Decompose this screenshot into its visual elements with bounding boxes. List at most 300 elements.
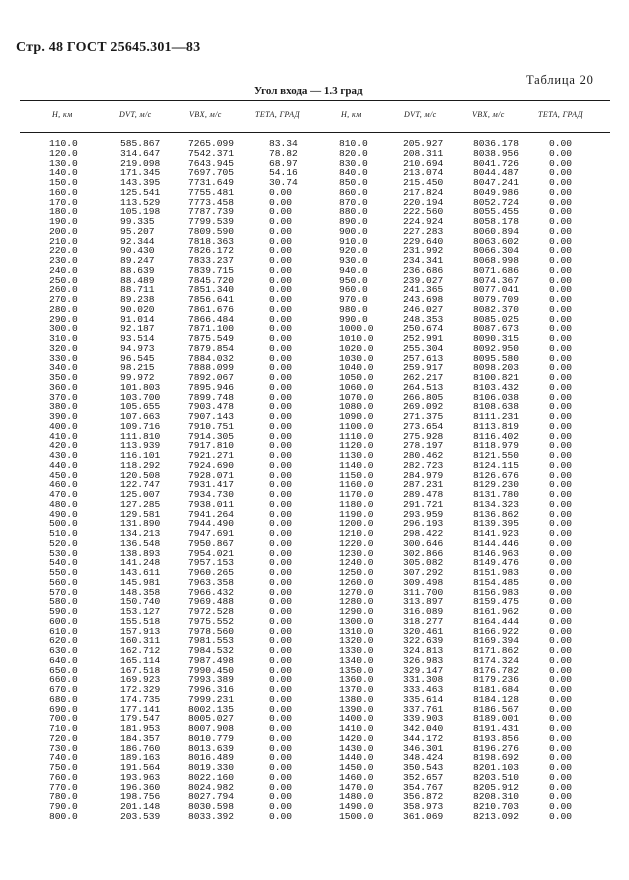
col-dvt-cell: 189.163: [120, 752, 161, 764]
col-teta2-cell: 0.00: [549, 635, 573, 647]
col-dvt-cell: 150.740: [120, 596, 161, 608]
col-h2-cell: 1060.0: [339, 381, 374, 393]
col-header-h: Н, км: [52, 110, 73, 119]
col-h2-cell: 1390.0: [339, 703, 374, 715]
col-dvt2-cell: 213.074: [403, 167, 444, 179]
col-vbx-cell: 7888.099: [188, 362, 235, 374]
col-teta2-cell: 0.00: [549, 157, 573, 169]
col-h2-cell: 1440.0: [339, 752, 374, 764]
col-dvt-cell: 95.207: [120, 225, 155, 237]
col-teta-cell: 0.00: [269, 245, 293, 257]
col-h-cell: 710.0: [49, 723, 78, 734]
col-vbx2-cell: 8136.862: [473, 508, 520, 520]
col-h-cell: 200.0: [49, 225, 78, 237]
col-vbx2-cell: 8201.103: [473, 762, 520, 773]
col-dvt-cell: 157.913: [120, 625, 161, 637]
col-teta-cell: 0.00: [269, 791, 293, 803]
col-h-cell: 150.0: [49, 177, 78, 188]
col-teta2-cell: 0.00: [549, 411, 573, 422]
col-dvt-cell: 585.867: [120, 138, 161, 149]
col-teta2-cell: 0.00: [549, 362, 573, 374]
col-teta-cell: 0.00: [269, 333, 293, 344]
col-vbx-cell: 7871.100: [188, 323, 235, 335]
col-dvt-cell: 160.311: [120, 635, 161, 647]
col-vbx2-cell: 8186.567: [473, 703, 520, 715]
col-h-cell: 520.0: [49, 537, 78, 549]
col-h-cell: 750.0: [49, 762, 78, 773]
col-dvt2-cell: 339.903: [403, 713, 444, 725]
col-h-cell: 790.0: [49, 801, 78, 812]
col-vbx2-cell: 8181.684: [473, 684, 520, 695]
col-teta2-cell: 0.00: [549, 352, 573, 364]
col-teta2-cell: 0.00: [549, 713, 573, 725]
col-vbx2-cell: 8141.923: [473, 528, 520, 539]
col-h-cell: 170.0: [49, 196, 78, 208]
col-vbx-cell: 7957.153: [188, 557, 235, 569]
col-h2-cell: 890.0: [339, 216, 368, 227]
col-teta-cell: 0.00: [269, 255, 293, 266]
col-h2-cell: 1050.0: [339, 372, 374, 383]
col-vbx2-cell: 8090.315: [473, 333, 520, 344]
col-vbx2-cell: 8113.819: [473, 420, 520, 432]
col-teta-cell: 0.00: [269, 274, 293, 286]
col-h2-cell: 1220.0: [339, 537, 374, 549]
col-teta2-cell: 0.00: [549, 313, 573, 325]
col-h2-cell: 1020.0: [339, 342, 374, 354]
col-vbx-cell: 7944.490: [188, 518, 235, 530]
col-dvt2-cell: 264.513: [403, 381, 444, 393]
col-dvt-cell: 193.963: [120, 771, 161, 783]
col-teta2-cell: 0.00: [549, 216, 573, 227]
col-h2-cell: 1110.0: [339, 430, 374, 442]
col-dvt2-cell: 296.193: [403, 518, 444, 530]
col-teta2-cell: 0.00: [549, 693, 573, 705]
col-teta2-cell: 0.00: [549, 645, 573, 656]
col-vbx2-cell: 8063.602: [473, 235, 520, 247]
col-teta-cell: 0.00: [269, 771, 293, 783]
col-dvt2-cell: 217.824: [403, 186, 444, 198]
col-dvt-cell: 105.655: [120, 401, 161, 413]
col-teta2-cell: 0.00: [549, 138, 573, 149]
col-vbx2-cell: 8108.638: [473, 401, 520, 413]
col-dvt-cell: 138.893: [120, 547, 161, 559]
col-vbx2-cell: 8176.782: [473, 664, 520, 676]
col-teta2-cell: 0.00: [549, 771, 573, 783]
col-dvt2-cell: 326.983: [403, 654, 444, 666]
col-teta2-cell: 0.00: [549, 742, 573, 754]
col-vbx2-cell: 8205.912: [473, 781, 520, 793]
col-dvt2-cell: 215.450: [403, 177, 444, 188]
col-teta2-cell: 0.00: [549, 147, 573, 159]
col-vbx2-cell: 8156.983: [473, 586, 520, 598]
col-vbx-cell: 8019.330: [188, 762, 235, 773]
col-dvt-cell: 153.127: [120, 606, 161, 617]
col-vbx2-cell: 8121.550: [473, 450, 520, 461]
col-vbx-cell: 7921.271: [188, 450, 235, 461]
col-dvt-cell: 103.700: [120, 391, 161, 403]
col-teta2-cell: 0.00: [549, 206, 573, 218]
col-h-cell: 140.0: [49, 167, 78, 179]
col-dvt2-cell: 300.646: [403, 537, 444, 549]
col-teta2-cell: 0.00: [549, 372, 573, 383]
col-h-cell: 130.0: [49, 157, 78, 169]
col-teta2-cell: 0.00: [549, 401, 573, 413]
col-vbx-cell: 7799.539: [188, 216, 235, 227]
col-vbx2-cell: 8049.986: [473, 186, 520, 198]
col-h-cell: 800.0: [49, 810, 78, 822]
col-h-cell: 770.0: [49, 781, 78, 793]
col-teta-cell: 0.00: [269, 752, 293, 764]
col-h-cell: 270.0: [49, 294, 78, 305]
col-dvt-cell: 111.810: [120, 430, 161, 442]
col-teta2-cell: 0.00: [549, 264, 573, 276]
col-teta2-cell: 0.00: [549, 430, 573, 442]
col-h2-cell: 1290.0: [339, 606, 374, 617]
col-teta2-cell: 0.00: [549, 615, 573, 627]
col-dvt2-cell: 318.277: [403, 615, 444, 627]
col-teta2-cell: 0.00: [549, 294, 573, 305]
col-h2-cell: 1470.0: [339, 781, 374, 793]
col-dvt-cell: 93.514: [120, 333, 155, 344]
col-teta2-cell: 0.00: [549, 459, 573, 471]
col-h2-cell: 900.0: [339, 225, 368, 237]
col-teta-cell: 0.00: [269, 313, 293, 325]
col-h-cell: 340.0: [49, 362, 78, 374]
col-teta-cell: 0.00: [269, 459, 293, 471]
col-dvt2-cell: 269.092: [403, 401, 444, 413]
col-teta2-cell: 0.00: [549, 303, 573, 315]
table-top-rule: [20, 100, 610, 101]
col-teta2-cell: 0.00: [549, 274, 573, 286]
col-h-cell: 580.0: [49, 596, 78, 608]
col-teta2-cell: 0.00: [549, 508, 573, 520]
col-h2-cell: 1200.0: [339, 518, 374, 530]
col-vbx-cell: 7993.389: [188, 674, 235, 686]
col-h-cell: 330.0: [49, 352, 78, 364]
col-vbx2-cell: 8077.041: [473, 284, 520, 296]
col-dvt2-cell: 239.027: [403, 274, 444, 286]
col-vbx2-cell: 8210.703: [473, 801, 520, 812]
col-h2-cell: 1190.0: [339, 508, 374, 520]
col-teta2-cell: 0.00: [549, 235, 573, 247]
col-vbx-cell: 7879.854: [188, 342, 235, 354]
col-vbx2-cell: 8066.304: [473, 245, 520, 257]
col-h-cell: 490.0: [49, 508, 78, 520]
col-vbx-cell: 7981.553: [188, 635, 235, 647]
col-teta-cell: 0.00: [269, 576, 293, 588]
col-header-teta: ТЕТА, ГРАД: [255, 110, 300, 119]
col-teta2-cell: 0.00: [549, 684, 573, 695]
col-h2-cell: 1230.0: [339, 547, 374, 559]
col-vbx2-cell: 8134.323: [473, 498, 520, 510]
col-h-cell: 370.0: [49, 391, 78, 403]
col-dvt-cell: 131.890: [120, 518, 161, 530]
col-vbx-cell: 7990.450: [188, 664, 235, 676]
col-dvt-cell: 118.292: [120, 459, 161, 471]
col-h2-cell: 1340.0: [339, 654, 374, 666]
col-h-cell: 320.0: [49, 342, 78, 354]
col-teta-cell: 0.00: [269, 235, 293, 247]
col-teta2-cell: 0.00: [549, 177, 573, 188]
col-vbx2-cell: 8106.038: [473, 391, 520, 403]
col-teta2-cell: 0.00: [549, 186, 573, 198]
col-teta-cell: 0.00: [269, 391, 293, 403]
col-dvt2-cell: 246.027: [403, 303, 444, 315]
col-vbx2-cell: 8068.998: [473, 255, 520, 266]
col-h-cell: 500.0: [49, 518, 78, 530]
col-vbx-cell: 7914.305: [188, 430, 235, 442]
col-h2-cell: 1030.0: [339, 352, 374, 364]
col-dvt2-cell: 224.924: [403, 216, 444, 227]
col-h-cell: 600.0: [49, 615, 78, 627]
col-dvt2-cell: 210.694: [403, 157, 444, 169]
col-teta-cell: 0.00: [269, 615, 293, 627]
col-dvt2-cell: 262.217: [403, 372, 444, 383]
col-dvt-cell: 198.756: [120, 791, 161, 803]
col-vbx2-cell: 8149.476: [473, 557, 520, 569]
col-h-cell: 290.0: [49, 313, 78, 325]
col-vbx-cell: 7941.264: [188, 508, 235, 520]
col-dvt-cell: 169.923: [120, 674, 161, 686]
col-teta-cell: 0.00: [269, 323, 293, 335]
col-h-cell: 300.0: [49, 323, 78, 335]
col-dvt2-cell: 289.478: [403, 489, 444, 500]
col-dvt2-cell: 291.721: [403, 498, 444, 510]
col-dvt2: [403, 139, 443, 822]
col-teta2-cell: 0.00: [549, 450, 573, 461]
col-teta-cell: 0.00: [269, 781, 293, 793]
col-dvt2-cell: 220.194: [403, 196, 444, 208]
col-teta-cell: 0.00: [269, 625, 293, 637]
col-teta-cell: 0.00: [269, 206, 293, 218]
col-h2-cell: 1370.0: [339, 684, 374, 695]
col-h2-cell: 970.0: [339, 294, 368, 305]
col-vbx2-cell: 8126.676: [473, 469, 520, 481]
col-h-cell: 390.0: [49, 411, 78, 422]
col-teta2-cell: 0.00: [549, 528, 573, 539]
col-vbx2-cell: 8085.025: [473, 313, 520, 325]
col-teta2-cell: 0.00: [549, 255, 573, 266]
col-dvt-cell: 196.360: [120, 781, 161, 793]
col-dvt-cell: 125.007: [120, 489, 161, 500]
col-vbx-cell: 7755.481: [188, 186, 235, 198]
col-dvt2-cell: 358.973: [403, 801, 444, 812]
col-dvt2-cell: 252.991: [403, 333, 444, 344]
col-h-cell: 250.0: [49, 274, 78, 286]
col-vbx2-cell: 8071.686: [473, 264, 520, 276]
col-teta-cell: 0.00: [269, 284, 293, 296]
col-header-h2: Н, км: [341, 110, 362, 119]
col-h2-cell: 1150.0: [339, 469, 374, 481]
col-teta2-cell: 0.00: [549, 654, 573, 666]
col-dvt2-cell: 307.292: [403, 567, 444, 578]
col-teta-cell: 0.00: [269, 713, 293, 725]
col-vbx-cell: 7910.751: [188, 420, 235, 432]
col-vbx2-cell: 8074.367: [473, 274, 520, 286]
col-vbx2-cell: 8213.092: [473, 810, 520, 822]
col-teta2-cell: 0.00: [549, 323, 573, 335]
col-h2-cell: 1320.0: [339, 635, 374, 647]
col-dvt-cell: 179.547: [120, 713, 161, 725]
col-teta-cell: 0.00: [269, 430, 293, 442]
col-h2-cell: 1490.0: [339, 801, 374, 812]
col-teta2-cell: 0.00: [549, 557, 573, 569]
col-dvt-cell: 141.248: [120, 557, 161, 569]
col-vbx2-cell: 8159.475: [473, 596, 520, 608]
col-vbx-cell: 8007.908: [188, 723, 235, 734]
col-vbx2-cell: 8047.241: [473, 177, 520, 188]
col-dvt2-cell: 302.866: [403, 547, 444, 559]
col-vbx2-cell: 8144.446: [473, 537, 520, 549]
col-vbx2-cell: 8203.510: [473, 771, 520, 783]
col-dvt-cell: 162.712: [120, 645, 161, 656]
col-h-cell: 560.0: [49, 576, 78, 588]
col-vbx-cell: 7938.011: [188, 498, 235, 510]
col-teta-cell: 30.74: [269, 177, 298, 188]
col-dvt2-cell: 259.917: [403, 362, 444, 374]
col-dvt-cell: 122.747: [120, 479, 161, 491]
col-teta-cell: 0.00: [269, 674, 293, 686]
col-dvt2-cell: 305.082: [403, 557, 444, 569]
col-dvt2-cell: 227.283: [403, 225, 444, 237]
col-teta-cell: 0.00: [269, 518, 293, 530]
col-dvt2-cell: 344.172: [403, 732, 444, 744]
col-teta-cell: 0.00: [269, 381, 293, 393]
col-header-dvt: DVT, м/с: [119, 110, 152, 119]
col-vbx-cell: 7731.649: [188, 177, 235, 188]
col-teta-cell: 0.00: [269, 684, 293, 695]
col-h2-cell: 940.0: [339, 264, 368, 276]
col-h2-cell: 1100.0: [339, 420, 374, 432]
col-h-cell: 570.0: [49, 586, 78, 598]
col-vbx-cell: 7839.715: [188, 264, 235, 276]
col-vbx-cell: 7845.720: [188, 274, 235, 286]
col-dvt2-cell: 309.498: [403, 576, 444, 588]
col-dvt-cell: 113.529: [120, 196, 161, 208]
col-teta-cell: 0.00: [269, 225, 293, 237]
col-dvt2-cell: 234.341: [403, 255, 444, 266]
col-vbx2-cell: 8116.402: [473, 430, 520, 442]
col-vbx-cell: 8016.489: [188, 752, 235, 764]
col-h2-cell: 880.0: [339, 206, 368, 218]
col-vbx2-cell: 8129.230: [473, 479, 520, 491]
col-vbx-cell: 8027.794: [188, 791, 235, 803]
col-h2-cell: 1080.0: [339, 401, 374, 413]
col-h-cell: 350.0: [49, 372, 78, 383]
col-teta2-cell: 0.00: [549, 498, 573, 510]
col-dvt2-cell: 255.304: [403, 342, 444, 354]
col-h-cell: 680.0: [49, 693, 78, 705]
col-teta2-cell: 0.00: [549, 703, 573, 715]
col-dvt2-cell: 257.613: [403, 352, 444, 364]
col-dvt-cell: 113.939: [120, 440, 161, 452]
col-vbx-cell: 7809.590: [188, 225, 235, 237]
col-vbx: [188, 139, 234, 822]
col-teta2-cell: 0.00: [549, 781, 573, 793]
col-dvt2-cell: 287.231: [403, 479, 444, 491]
col-vbx-cell: 8022.160: [188, 771, 235, 783]
col-h: [49, 139, 78, 822]
col-vbx2-cell: 8208.310: [473, 791, 520, 803]
col-dvt2-cell: 205.927: [403, 138, 444, 149]
col-h2-cell: 1170.0: [339, 489, 374, 500]
col-h-cell: 260.0: [49, 284, 78, 296]
col-vbx2-cell: 8131.780: [473, 489, 520, 500]
col-dvt2-cell: 329.147: [403, 664, 444, 676]
col-dvt-cell: 101.803: [120, 381, 161, 393]
col-teta-cell: 68.97: [269, 157, 298, 169]
col-vbx-cell: 7697.705: [188, 167, 235, 179]
col-vbx-cell: 7972.528: [188, 606, 235, 617]
col-h2-cell: 1430.0: [339, 742, 374, 754]
col-vbx2-cell: 8161.962: [473, 606, 520, 617]
col-dvt2-cell: 335.614: [403, 693, 444, 705]
col-dvt-cell: 98.215: [120, 362, 155, 374]
col-teta-cell: 0.00: [269, 528, 293, 539]
col-h2-cell: 1400.0: [339, 713, 374, 725]
col-dvt2-cell: 293.959: [403, 508, 444, 520]
col-vbx2-cell: 8055.455: [473, 206, 520, 218]
col-h-cell: 430.0: [49, 450, 78, 461]
col-teta-cell: 0.00: [269, 654, 293, 666]
col-h-cell: 180.0: [49, 206, 78, 218]
col-dvt-cell: 90.430: [120, 245, 155, 257]
col-dvt-cell: 91.014: [120, 313, 155, 325]
col-vbx-cell: 7934.730: [188, 489, 235, 500]
col-vbx2-cell: 8058.178: [473, 216, 520, 227]
col-dvt2-cell: 248.353: [403, 313, 444, 325]
col-vbx-cell: 7947.691: [188, 528, 235, 539]
col-h-cell: 190.0: [49, 216, 78, 227]
col-h-cell: 540.0: [49, 557, 78, 569]
col-h2-cell: 1410.0: [339, 723, 374, 734]
col-vbx2-cell: 8151.983: [473, 567, 520, 578]
col-vbx2-cell: 8139.395: [473, 518, 520, 530]
col-teta2-cell: 0.00: [549, 333, 573, 344]
col-vbx2-cell: 8098.203: [473, 362, 520, 374]
col-h-cell: 360.0: [49, 381, 78, 393]
col-dvt-cell: 134.213: [120, 528, 161, 539]
col-h2-cell: 950.0: [339, 274, 368, 286]
col-dvt-cell: 177.141: [120, 703, 161, 715]
col-h-cell: 630.0: [49, 645, 78, 656]
col-h-cell: 380.0: [49, 401, 78, 413]
header-rule: [20, 132, 610, 133]
col-vbx2-cell: 8036.178: [473, 138, 520, 149]
col-teta-cell: 0.00: [269, 586, 293, 598]
col-h-cell: 780.0: [49, 791, 78, 803]
col-h2-cell: 1420.0: [339, 732, 374, 744]
col-h2-cell: 930.0: [339, 255, 368, 266]
col-vbx2-cell: 8118.979: [473, 440, 520, 452]
col-dvt2-cell: 311.700: [403, 586, 444, 598]
col-dvt2-cell: 320.461: [403, 625, 444, 637]
col-teta-cell: 0.00: [269, 557, 293, 569]
col-teta-cell: 0.00: [269, 635, 293, 647]
col-vbx2-cell: 8164.444: [473, 615, 520, 627]
col-dvt-cell: 143.395: [120, 177, 161, 188]
col-dvt-cell: 99.335: [120, 216, 155, 227]
col-vbx2-cell: 8174.324: [473, 654, 520, 666]
col-dvt-cell: 143.611: [120, 567, 161, 578]
col-dvt-cell: 186.760: [120, 742, 161, 754]
col-dvt: [120, 139, 160, 822]
col-vbx2-cell: 8166.922: [473, 625, 520, 637]
col-dvt2-cell: 333.463: [403, 684, 444, 695]
col-dvt2-cell: 298.422: [403, 528, 444, 539]
col-vbx-cell: 7928.071: [188, 469, 235, 481]
col-vbx-cell: 8002.135: [188, 703, 235, 715]
